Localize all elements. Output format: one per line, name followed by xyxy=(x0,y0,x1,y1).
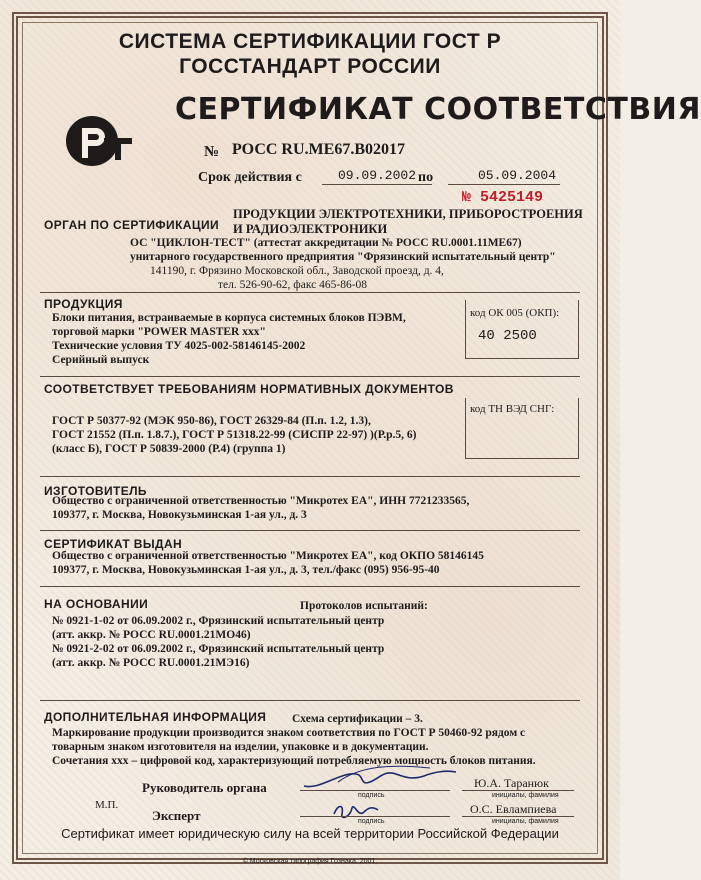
head-name-caption: инициалы, фамилия xyxy=(492,792,559,799)
product-line-3: Технические условия ТУ 4025-002-58146145-2002 xyxy=(52,340,306,352)
divider-organ xyxy=(40,292,580,293)
basis-label: НА ОСНОВАНИИ xyxy=(44,597,149,611)
product-line-2: торговой марки "POWER MASTER xxx" xyxy=(52,326,266,338)
standards-line-2: ГОСТ 21552 (П.п. 1.8.7.), ГОСТ Р 51318.22-99 (СИСПР 22-97) )(Р.р.5, 6) xyxy=(52,429,417,441)
expert-sign-caption: подпись xyxy=(358,818,385,825)
organ-line-2: И РАДИОЭЛЕКТРОНИКИ xyxy=(233,222,388,236)
organ-label: ОРГАН ПО СЕРТИФИКАЦИИ xyxy=(44,218,220,232)
divider-issued xyxy=(40,586,580,587)
organ-line-5: 141190, г. Фрязино Московской обл., Заводской проезд, д. 4, xyxy=(150,265,444,277)
form-number-value: 5425149 xyxy=(480,189,544,206)
organ-line-3: ОС "ЦИКЛОН-ТЕСТ" (аттестат аккредитации № РОСС RU.0001.11МЕ67) xyxy=(130,237,522,249)
organ-line-4: унитарного государственного предприятия "Фрязинский испытательный центр" xyxy=(130,251,556,263)
head-name: Ю.А. Таранюк xyxy=(474,776,549,790)
validity-label: Срок действия с xyxy=(198,170,302,185)
head-label: Руководитель органа xyxy=(142,780,267,795)
form-number-sign: № xyxy=(462,189,472,206)
head-signature-icon xyxy=(300,760,460,794)
standards-line-3: (класс Б), ГОСТ Р 50839-2000 (Р.4) (группа 1) xyxy=(52,443,286,455)
publisher-note: © Московская типография Гознака. 2001. xyxy=(242,858,378,865)
product-line-4: Серийный выпуск xyxy=(52,354,150,366)
protocols-label: Протоколов испытаний: xyxy=(300,600,428,612)
issued-line-2: 109377, г. Москва, Новокузьминская 1-ая ул., д. 3, тел./факс (095) 956-95-40 xyxy=(52,564,440,576)
okp-label: код ОК 005 (ОКП): xyxy=(470,307,560,319)
validity-note: Сертификат имеет юридическую силу на всей территории Российской Федерации xyxy=(61,826,559,841)
basis-line-1: № 0921-1-02 от 06.09.2002 г., Фрязинский испытательный центр xyxy=(52,615,385,627)
tnved-label: код ТН ВЭД СНГ: xyxy=(470,403,555,415)
okp-value: 40 2500 xyxy=(478,328,537,344)
expert-label: Эксперт xyxy=(152,808,201,823)
product-label: ПРОДУКЦИЯ xyxy=(44,297,123,311)
standards-label: СООТВЕТСТВУЕТ ТРЕБОВАНИЯМ НОРМАТИВНЫХ ДОКУМЕНТОВ xyxy=(44,382,454,396)
scheme-text: Схема сертификации – 3. xyxy=(292,713,423,725)
certificate-title: СЕРТИФИКАТ СООТВЕТСТВИЯ xyxy=(175,92,701,127)
expert-name: О.С. Евлампиева xyxy=(470,802,557,816)
head-sign-caption: подпись xyxy=(358,792,385,799)
valid-from-date: 09.09.2002 xyxy=(338,168,417,183)
divider-manufacturer xyxy=(40,530,580,531)
standards-line-1: ГОСТ Р 50377-92 (МЭК 950-86), ГОСТ 26329-84 (П.п. 1.2, 1.3), xyxy=(52,415,371,427)
divider-product xyxy=(40,376,580,377)
head-name-line xyxy=(462,790,574,791)
stamp-place: М.П. xyxy=(95,799,119,811)
system-line-1: СИСТЕМА СЕРТИФИКАЦИИ ГОСТ Р xyxy=(118,30,502,53)
form-number xyxy=(462,189,543,206)
divider-basis xyxy=(40,700,580,701)
expert-sign-line xyxy=(300,816,450,817)
valid-to-underline xyxy=(448,184,560,185)
basis-line-4: (атт. аккр. № РОСС RU.0001.21МЭ16) xyxy=(52,657,250,669)
organ-line-6: тел. 526-90-62, факс 465-86-08 xyxy=(218,279,368,291)
issued-line-1: Общество с ограниченной ответственностью "Микротех ЕА", код ОКПО 58146145 xyxy=(52,550,484,562)
additional-line-2: товарным знаком изготовителя на изделии, упаковке и в документации. xyxy=(52,741,429,753)
valid-to-date: 05.09.2004 xyxy=(478,168,557,183)
manufacturer-line-2: 109377, г. Москва, Новокузьминская 1-ая ул., д. 3 xyxy=(52,509,307,521)
basis-line-2: (атт. аккр. № РОСС RU.0001.21МО46) xyxy=(52,629,251,641)
additional-line-3: Сочетания xxx – цифровой код, характеризующий потребляемую мощность блоков питания. xyxy=(52,755,536,767)
system-line-2: ГОССТАНДАРТ РОССИИ xyxy=(179,55,441,78)
certificate-number: РОСС RU.ME67.B02017 xyxy=(232,141,405,158)
gost-r-logo-icon xyxy=(64,110,134,172)
additional-label: ДОПОЛНИТЕЛЬНАЯ ИНФОРМАЦИЯ xyxy=(44,710,267,724)
divider-standards xyxy=(40,476,580,477)
expert-name-caption: инициалы, фамилия xyxy=(492,818,559,825)
valid-from-underline xyxy=(322,184,432,185)
basis-line-3: № 0921-2-02 от 06.09.2002 г., Фрязинский испытательный центр xyxy=(52,643,385,655)
head-sign-line xyxy=(300,790,450,791)
organ-line-1: ПРОДУКЦИИ ЭЛЕКТРОТЕХНИКИ, ПРИБОРОСТРОЕНИЯ xyxy=(233,207,583,221)
manufacturer-line-1: Общество с ограниченной ответственностью "Микротех ЕА", ИНН 7721233565, xyxy=(52,495,470,507)
manufacturer-label: ИЗГОТОВИТЕЛЬ xyxy=(44,484,147,498)
additional-line-1: Маркирование продукции производится знаком соответствия по ГОСТ Р 50460-92 рядом с xyxy=(52,727,526,739)
expert-name-line xyxy=(462,816,574,817)
to-label: по xyxy=(418,170,434,185)
number-sign: № xyxy=(204,144,220,160)
issued-label: СЕРТИФИКАТ ВЫДАН xyxy=(44,537,183,551)
product-line-1: Блоки питания, встраиваемые в корпуса системных блоков ПЭВМ, xyxy=(52,312,406,324)
